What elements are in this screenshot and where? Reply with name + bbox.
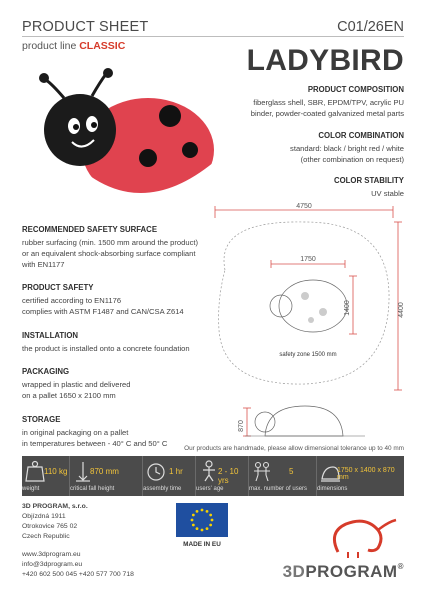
spec-value: 2 - 10 yrs xyxy=(218,467,239,485)
inner-width-label: 1750 xyxy=(300,256,316,263)
plan-view-body xyxy=(279,280,347,332)
child-icon xyxy=(198,459,220,483)
section-line: complies with ASTM F1487 and CAN/CSA Z614 xyxy=(22,307,184,316)
eu-star xyxy=(201,529,204,532)
address-line: Objízdná 1911 xyxy=(22,513,66,520)
safety-zone-outline xyxy=(219,222,389,384)
ladybird-image xyxy=(30,66,215,206)
eu-star xyxy=(201,509,204,512)
outer-width-label: 4750 xyxy=(296,203,312,210)
section-line: fiberglass shell, SBR, EPDM/TPV, acrylic PU xyxy=(253,98,404,107)
ladybird-spot xyxy=(159,105,181,127)
company-contact xyxy=(22,550,134,580)
address-line: Czech Republic xyxy=(22,533,70,540)
spec-assembly-time xyxy=(143,456,195,496)
section-color-combination xyxy=(204,130,404,165)
spec-value: 5 xyxy=(289,467,294,476)
section-title: PRODUCT COMPOSITION xyxy=(307,85,404,94)
section-safety-surface xyxy=(22,224,207,270)
eu-star xyxy=(209,514,212,517)
ladybird-spot xyxy=(139,149,157,167)
spec-value: 1 hr xyxy=(169,467,183,476)
section-line: the product is installed onto a concrete foundation xyxy=(22,344,190,353)
section-line: in original packaging on a pallet xyxy=(22,428,129,437)
section-title: PACKAGING xyxy=(22,367,70,376)
section-line: or an equivalent shock-absorbing surface compliant xyxy=(22,249,196,258)
product-title: LADYBIRD xyxy=(246,44,404,77)
section-installation xyxy=(22,330,207,354)
spec-users-age xyxy=(196,456,248,496)
weight-icon xyxy=(24,459,46,483)
phone-numbers: +420 602 500 045 +420 577 700 718 xyxy=(22,571,134,578)
section-title: INSTALLATION xyxy=(22,331,79,340)
email-link[interactable]: info@3dprogram.eu xyxy=(22,561,83,568)
spec-value: 870 mm xyxy=(90,467,119,476)
website-link[interactable]: www.3dprogram.eu xyxy=(22,551,81,558)
section-line: UV stable xyxy=(371,189,404,198)
brand-name: PROGRAM xyxy=(305,562,398,581)
section-line: binder, powder-coated galvanized metal parts xyxy=(250,109,404,118)
header-divider xyxy=(22,36,404,37)
section-line: (other combination on request) xyxy=(300,155,404,164)
section-storage xyxy=(22,414,207,449)
section-product-composition xyxy=(204,84,404,119)
spec-label: critical fall height xyxy=(70,486,115,492)
outer-height-label: 4400 xyxy=(398,302,405,318)
technical-drawing xyxy=(205,200,405,445)
section-line: wrapped in plastic and delivered xyxy=(22,380,131,389)
brand-mark: ® xyxy=(397,562,404,571)
spec-dimensions xyxy=(317,456,404,496)
safety-zone-label: safety zone 1500 mm xyxy=(279,352,337,358)
section-line: standard: black / bright red / white xyxy=(290,144,404,153)
eu-star xyxy=(196,527,199,530)
eu-star xyxy=(211,519,214,522)
section-packaging xyxy=(22,366,207,401)
eu-star xyxy=(209,524,212,527)
address-line: Otrokovice 765 02 xyxy=(22,523,78,530)
spec-weight xyxy=(22,456,69,496)
spec-value: 1750 x 1400 x 870 mm xyxy=(337,467,395,481)
company-address xyxy=(22,502,88,542)
eu-star xyxy=(191,519,194,522)
spec-label: assembly time xyxy=(143,486,182,492)
section-line: certified according to EN1176 xyxy=(22,296,122,305)
section-title: COLOR COMBINATION xyxy=(318,131,404,140)
section-line: in temperatures between - 40° C and 50° C xyxy=(22,439,168,448)
product-line-prefix: product line xyxy=(22,40,77,52)
spec-fall-height xyxy=(70,456,142,496)
company-name: 3D PROGRAM, s.r.o. xyxy=(22,503,88,510)
eu-flag-icon xyxy=(176,503,228,537)
tolerance-note: Our products are handmade, please allow dimensional tolerance up to 40 mm xyxy=(184,445,404,452)
section-color-stability xyxy=(204,175,404,199)
product-code: C01/26EN xyxy=(337,19,404,35)
plan-view-head xyxy=(270,295,292,317)
section-title: COLOR STABILITY xyxy=(333,176,404,185)
section-line: with EN1177 xyxy=(22,260,65,269)
eu-star xyxy=(196,510,199,513)
eu-star xyxy=(192,524,195,527)
section-line: rubber surfacing (min. 1500 mm around the product) xyxy=(22,238,199,247)
spec-value: 110 kg xyxy=(44,467,68,476)
section-title: PRODUCT SAFETY xyxy=(22,283,94,292)
section-title: STORAGE xyxy=(22,415,61,424)
ladybird-head xyxy=(44,94,116,166)
section-product-safety xyxy=(22,282,207,317)
ladybird-spot xyxy=(182,142,198,158)
side-view-body xyxy=(265,406,343,436)
inner-height-label: 1400 xyxy=(344,300,351,316)
spec-label: dimensions xyxy=(317,486,348,492)
section-line: on a pallet 1650 x 2100 mm xyxy=(22,391,116,400)
spec-label: weight xyxy=(22,486,40,492)
brand-logo xyxy=(283,562,404,582)
product-line xyxy=(22,40,125,52)
kiwi-logo-icon xyxy=(318,512,398,558)
eu-star xyxy=(206,527,209,530)
spec-label: users' age xyxy=(196,486,224,492)
brand-prefix: 3D xyxy=(282,562,306,581)
eu-star xyxy=(206,510,209,513)
eu-star xyxy=(192,514,195,517)
users-icon xyxy=(251,459,273,483)
side-view-head xyxy=(255,412,275,432)
section-title: RECOMMENDED SAFETY SURFACE xyxy=(22,225,158,234)
spec-label: max. number of users xyxy=(249,486,308,492)
made-in-eu-label: MADE IN EU xyxy=(183,541,221,548)
clock-icon xyxy=(145,459,167,483)
side-height-label: 870 xyxy=(238,420,245,432)
sheet-label: PRODUCT SHEET xyxy=(22,19,149,35)
spec-max-users xyxy=(249,456,316,496)
product-line-name: CLASSIC xyxy=(79,40,126,52)
spec-bar xyxy=(22,456,404,496)
